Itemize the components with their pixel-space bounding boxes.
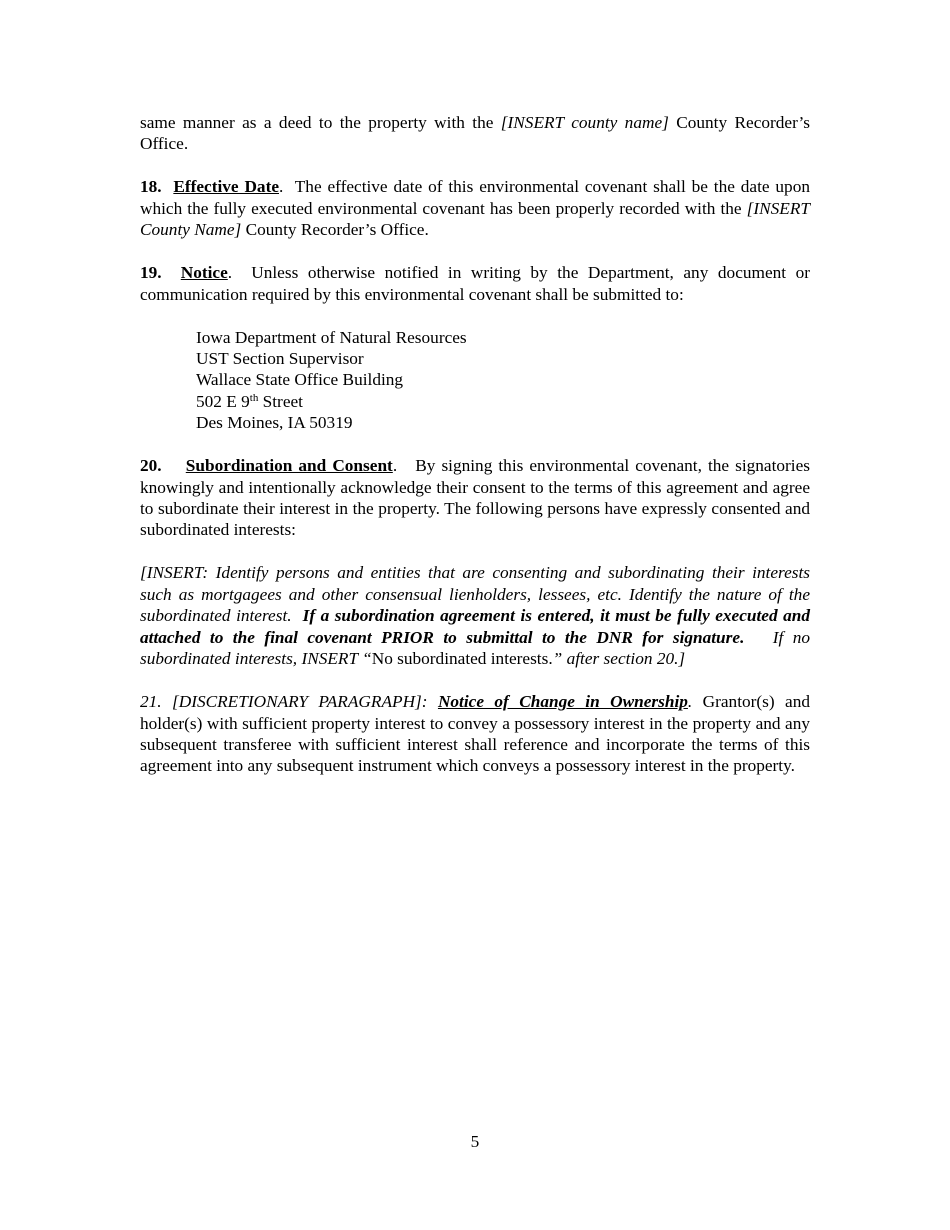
section-heading-subordination: Subordination and Consent	[185, 456, 393, 476]
section-number-18: 18.	[140, 177, 162, 197]
insert-instruction-block	[140, 562, 810, 669]
insert-instruction-quote: No subordinated interests.	[371, 649, 553, 669]
paragraph-17-text-end: County Recorder’s Office.	[140, 113, 810, 154]
address-line-3: Wallace State Office Building	[196, 370, 404, 390]
paragraph-19-text: Unless otherwise notified in writing by the Department, any document or communication required by this environmental covenant shall be submitted to:	[140, 263, 811, 304]
heading-period: .	[279, 177, 284, 197]
paragraph-18	[140, 176, 810, 240]
insert-county-placeholder: [INSERT County Name]	[140, 198, 810, 240]
document-body	[140, 112, 810, 777]
paragraph-20-text: By signing this environmental covenant, the signatories knowingly and intentionally acknowledge their consent to the terms of this agreement and agree to subordinate their interest in the property. The following persons have expressly consented and subordinated interests:	[140, 456, 810, 540]
paragraph-21	[140, 691, 810, 777]
heading-period: .	[392, 456, 398, 476]
section-number-20: 20.	[140, 456, 162, 476]
address-line-1: Iowa Department of Natural Resources	[196, 327, 467, 347]
insert-instruction-if: If no subordinated interests, INSERT “	[140, 627, 810, 669]
address-street-number: 502 E 9	[196, 391, 250, 411]
section-heading-notice: Notice	[180, 263, 228, 283]
address-line-5: Des Moines, IA 50319	[196, 413, 353, 433]
paragraph-18-text: The effective date of this environmental covenant shall be the date upon which the fully executed environmental covenant has been properly recorded with the	[140, 177, 810, 218]
address-line-2: UST Section Supervisor	[196, 349, 364, 369]
section-heading-effective-date: Effective Date	[173, 177, 279, 197]
address-line-4	[196, 391, 810, 412]
paragraph-20	[140, 455, 810, 541]
paragraph-19	[140, 262, 810, 305]
insert-instruction-end: ” after section 20.]	[552, 649, 686, 669]
heading-period: .	[227, 263, 233, 283]
paragraph-17-continuation	[140, 112, 810, 155]
discretionary-prefix: 21. [DISCRETIONARY PARAGRAPH]:	[140, 692, 428, 712]
insert-instruction-intro: [INSERT: Identify persons and entities that are consenting and subordinating their interests such as mortgagees and other consensual lienholders, lessees, etc. Identify the nature of the subordinated interest.	[140, 563, 810, 626]
notice-address-block	[196, 327, 810, 434]
address-street-word: Street	[258, 391, 303, 411]
section-heading-change-ownership: Notice of Change in Ownership	[437, 692, 688, 712]
insert-county-placeholder: [INSERT county name]	[500, 113, 669, 132]
heading-period: .	[687, 692, 693, 712]
paragraph-18-text-end: County Recorder’s Office.	[241, 220, 429, 240]
paragraph-17-text: same manner as a deed to the property with the	[140, 113, 501, 132]
paragraph-21-text: Grantor(s) and holder(s) with sufficient property interest to convey a possessory interest in the property and any subsequent transferee with sufficient interest shall reference and incorporate the terms of this agreement into any subsequent instrument which conveys a possessory interest in the property.	[140, 692, 810, 776]
section-number-19: 19.	[140, 263, 162, 283]
page-number: 5	[470, 1132, 480, 1151]
insert-instruction-bold: If a subordination agreement is entered, it must be fully executed and attached to the final covenant PRIOR to submittal to the DNR for signature.	[140, 606, 810, 647]
address-ordinal-suffix: th	[249, 391, 259, 404]
